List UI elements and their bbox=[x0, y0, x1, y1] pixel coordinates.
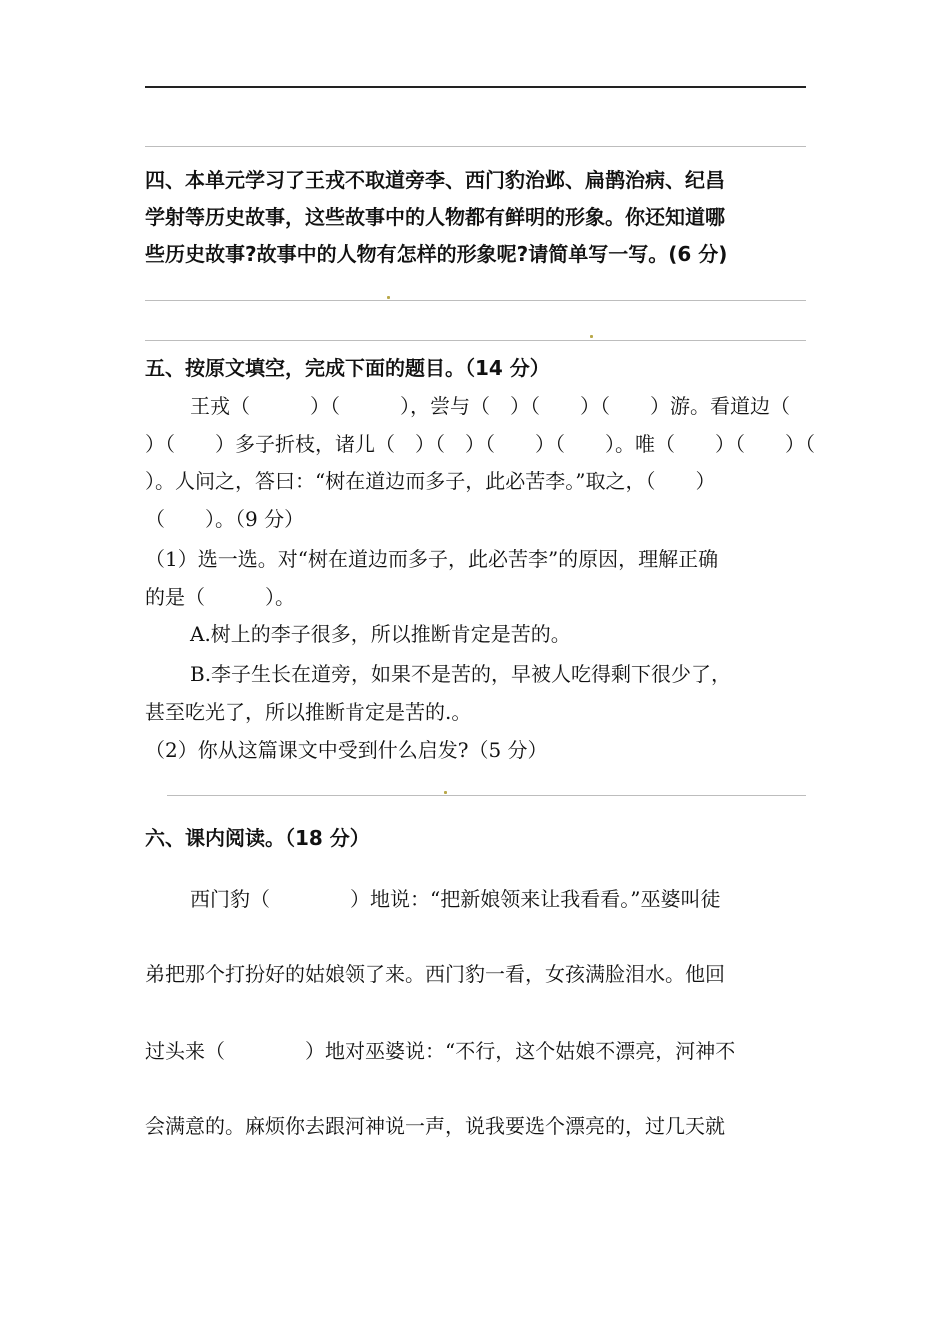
passage-line-4: 会满意的。麻烦你去跟河神说一声，说我要选个漂亮的，过几天就 bbox=[145, 1114, 725, 1138]
speck-mark bbox=[590, 335, 593, 338]
passage-line-1: 西门豹（ ）地说：“把新娘领来让我看看。”巫婆叫徒 bbox=[190, 887, 721, 911]
answer-line bbox=[167, 795, 806, 796]
option-b-line-1: B.李子生长在道旁，如果不是苦的，早被人吃得剩下很少了， bbox=[190, 662, 732, 686]
question2: （2）你从这篇课文中受到什么启发?（5 分） bbox=[145, 738, 548, 762]
fill-line-2: ）（ ）多子折枝，诸儿（ ）（ ）（ ）（ ）。唯（ ）（ ）（ bbox=[145, 432, 815, 456]
fill-line-1: 王戎（ ）（ ），尝与（ ）（ ）（ ）游。看道边（ bbox=[190, 394, 790, 418]
fill-line-3: ）。人问之，答曰：“树在道边而多子，此必苦李。”取之，（ ） bbox=[145, 469, 716, 493]
section6-title: 六、课内阅读。（18 分） bbox=[145, 826, 370, 850]
section4-line-2: 学射等历史故事，这些故事中的人物都有鲜明的形象。你还知道哪 bbox=[145, 205, 725, 229]
section4-line-1: 四、本单元学习了王戎不取道旁李、西门豹治邺、扁鹊治病、纪昌 bbox=[145, 168, 725, 192]
option-b-line-2: 甚至吃光了，所以推断肯定是苦的.。 bbox=[145, 700, 472, 724]
section4-line-3: 些历史故事?故事中的人物有怎样的形象呢?请简单写一写。(6 分) bbox=[145, 242, 728, 266]
speck-mark bbox=[387, 296, 390, 299]
question1-line-1: （1）选一选。对“树在道边而多子，此必苦李”的原因，理解正确 bbox=[145, 547, 719, 571]
option-a: A.树上的李子很多，所以推断肯定是苦的。 bbox=[190, 622, 571, 646]
speck-mark bbox=[444, 791, 447, 794]
answer-line bbox=[145, 146, 806, 147]
passage-line-3: 过头来（ ）地对巫婆说：“不行，这个姑娘不漂亮，河神不 bbox=[145, 1039, 736, 1063]
answer-line bbox=[145, 300, 806, 301]
fill-line-4: （ ）。（9 分） bbox=[145, 507, 305, 531]
answer-line bbox=[145, 340, 806, 341]
top-rule bbox=[145, 86, 806, 88]
passage-line-2: 弟把那个打扮好的姑娘领了来。西门豹一看，女孩满脸泪水。他回 bbox=[145, 962, 725, 986]
question1-line-2: 的是（ ）。 bbox=[145, 585, 295, 609]
section5-title: 五、按原文填空，完成下面的题目。（14 分） bbox=[145, 356, 550, 380]
